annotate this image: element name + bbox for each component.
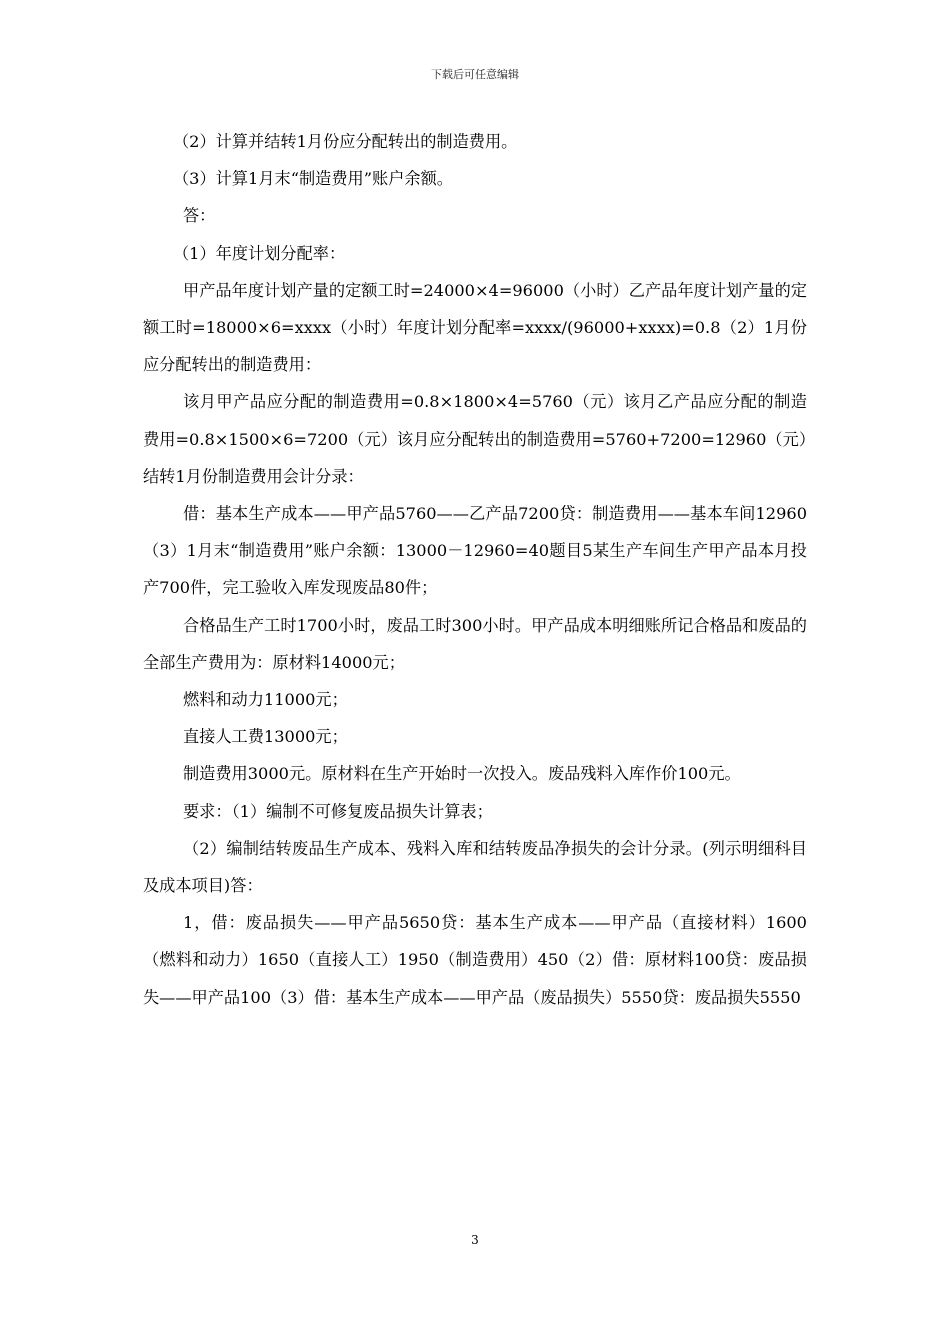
- paragraph-12: 要求：（1）编制不可修复废品损失计算表；: [183, 801, 493, 821]
- paragraph-13: （2）编制结转废品生产成本、残料入库和结转废品净损失的会计分录。(列示明细科目及成本项目)答：: [143, 838, 807, 896]
- paragraph-1: （2）计算并结转1月份应分配转出的制造费用。: [173, 132, 518, 151]
- paragraph-8: 合格品生产工时1700小时，废品工时300小时。甲产品成本明细账所记合格品和废品的全部生产费用为：原材料14000元；: [143, 615, 807, 672]
- page-header: 下载后可任意编辑: [431, 68, 519, 81]
- paragraph-4: （1）年度计划分配率：: [173, 243, 346, 263]
- page-number: 3: [471, 1233, 479, 1247]
- paragraph-10: 直接人工费13000元；: [183, 727, 348, 747]
- paragraph-3: 答：: [183, 206, 216, 226]
- paragraph-14: 1，借：废品损失——甲产品5650贷：基本生产成本——甲产品（直接材料）1600（燃料和动力）1650（直接人工）1950（制造费用）450（2）借：原材料100贷：废品损失——甲产品100（3）借：基本生产成本——甲产品（废品损失）5550贷：废品损失5550: [143, 913, 807, 1007]
- paragraph-6: 该月甲产品应分配的制造费用=0.8×1800×4=5760（元）该月乙产品应分配的制造费用=0.8×1500×6=7200（元）该月应分配转出的制造费用=5760+7200=12960（元）结转1月份制造费用会计分录：: [143, 392, 807, 486]
- paragraph-2: （3）计算1月末“制造费用”账户余额。: [173, 169, 453, 189]
- paragraph-11: 制造费用3000元。原材料在生产开始时一次投入。废品残料入库作价100元。: [183, 764, 741, 784]
- document-body: [143, 123, 807, 1016]
- paragraph-9: 燃料和动力11000元；: [183, 690, 348, 710]
- paragraph-5: 甲产品年度计划产量的定额工时=24000×4=96000（小时）乙产品年度计划产量的定额工时=18000×6=xxxx（小时）年度计划分配率=xxxx/(96000+xxxx)=0.8（2）1月份应分配转出的制造费用：: [143, 280, 807, 375]
- paragraph-7: 借：基本生产成本——甲产品5760——乙产品7200贷：制造费用——基本车间12960（3）1月末“制造费用”账户余额：13000－12960=40题目5某生产车间生产甲产品本月投产700件，完工验收入库发现废品80件；: [143, 504, 807, 598]
